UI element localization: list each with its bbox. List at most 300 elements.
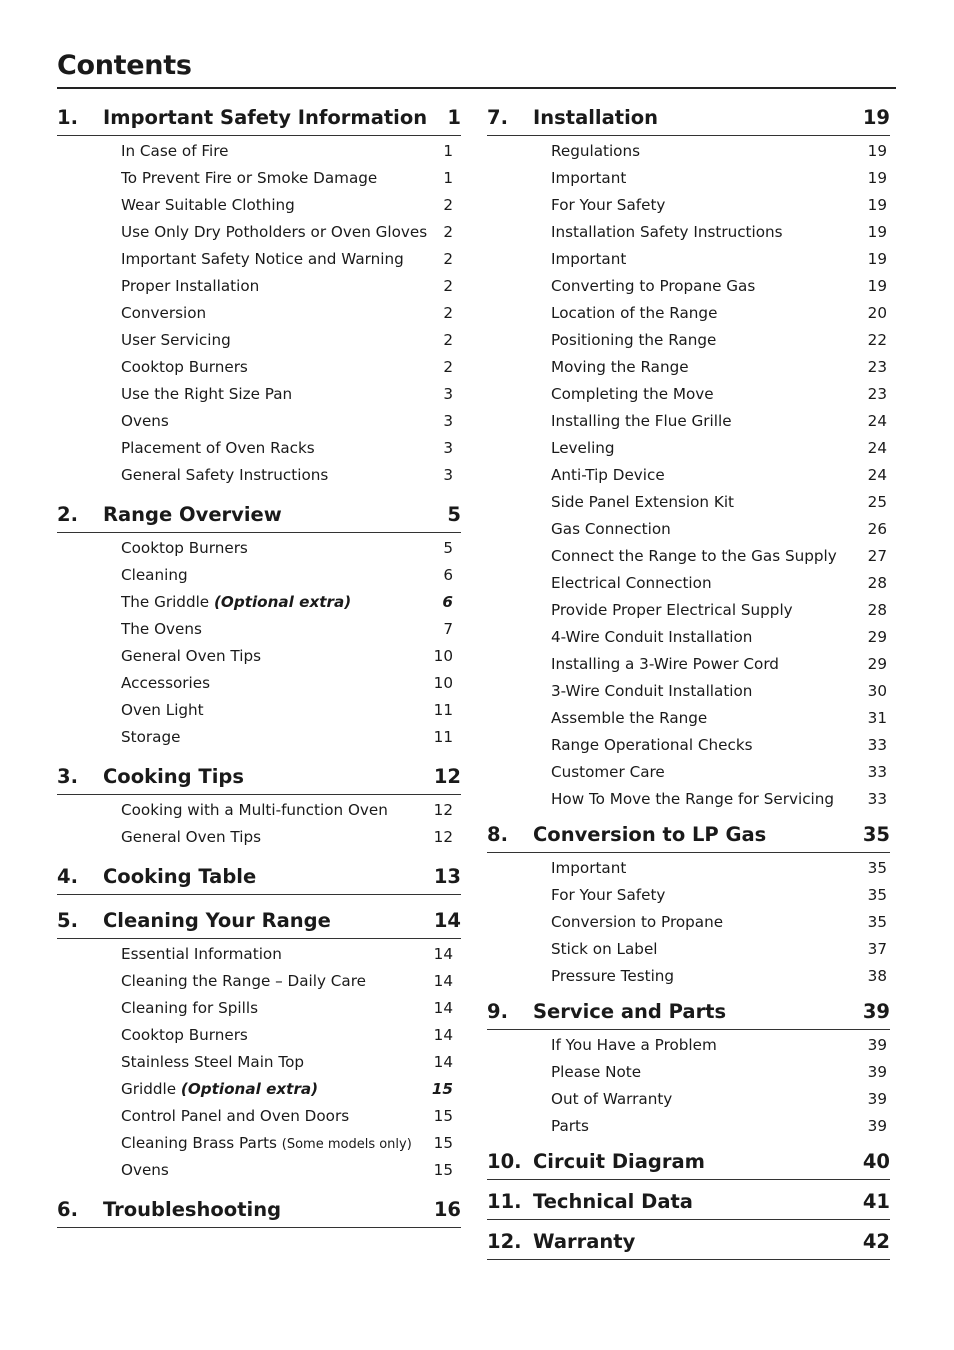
toc-entry-page: 15 [433, 1107, 453, 1125]
toc-entry-page: 33 [867, 790, 887, 808]
toc-entry-page: 19 [867, 169, 887, 187]
toc-entry-page: 33 [867, 763, 887, 781]
toc-entry-label: How To Move the Range for Servicing [551, 790, 835, 808]
toc-entry-label: Control Panel and Oven Doors [121, 1107, 350, 1125]
toc-entry[interactable] [57, 1130, 461, 1157]
section-number: 2. [57, 503, 78, 526]
toc-entry[interactable] [487, 597, 890, 624]
toc-entry[interactable] [57, 219, 461, 246]
toc-section [487, 1184, 890, 1220]
toc-entry-label-wrap [121, 354, 443, 381]
section-title: Range Overview [103, 503, 282, 526]
toc-entry-label-wrap [121, 1076, 432, 1103]
toc-entry-page: 5 [443, 539, 453, 557]
toc-entry-label: Moving the Range [551, 358, 689, 376]
toc-entry-label: If You Have a Problem [551, 1036, 717, 1054]
toc-entry-label: Griddle [121, 1080, 177, 1098]
page-title: Contents [57, 50, 192, 81]
section-title: Installation [533, 106, 659, 129]
toc-entry-page: 15 [433, 1161, 453, 1179]
toc-entry[interactable] [487, 435, 890, 462]
toc-entry[interactable] [57, 354, 461, 381]
toc-entry-page: 20 [867, 304, 887, 322]
toc-entry-page: 37 [867, 940, 887, 958]
toc-entry-page: 29 [867, 655, 887, 673]
toc-entry[interactable] [57, 246, 461, 273]
toc-entry-page: 22 [867, 331, 887, 349]
toc-entry-label-wrap [121, 165, 443, 192]
toc-entry[interactable] [487, 165, 890, 192]
toc-entry-page: 19 [867, 250, 887, 268]
toc-section [57, 1192, 461, 1228]
toc-entry[interactable] [57, 1076, 461, 1103]
toc-entry[interactable] [487, 1086, 890, 1113]
toc-entry-label: Important [551, 169, 627, 187]
toc-entry-label: The Ovens [121, 620, 202, 638]
toc-entry-label: Provide Proper Electrical Supply [551, 601, 793, 619]
section-heading[interactable] [57, 859, 461, 895]
toc-entry-page: 14 [433, 1026, 453, 1044]
section-heading[interactable] [487, 1224, 890, 1260]
section-title: Conversion to LP Gas [533, 823, 767, 846]
toc-entry-label-wrap [551, 462, 868, 489]
toc-entry[interactable] [487, 219, 890, 246]
toc-entry-page: 14 [433, 1053, 453, 1071]
toc-entry[interactable] [487, 786, 890, 813]
toc-entry-page: 28 [867, 601, 887, 619]
toc-entry-label-wrap [551, 354, 868, 381]
toc-entry-label: Essential Information [121, 945, 282, 963]
toc-entry[interactable] [487, 882, 890, 909]
toc-entry-label: Cleaning [121, 566, 188, 584]
toc-entry-label: Proper Installation [121, 277, 260, 295]
toc-entry-page: 28 [867, 574, 887, 592]
toc-entry-label: Location of the Range [551, 304, 718, 322]
toc-entry[interactable] [487, 138, 890, 165]
toc-entry-label-wrap [551, 786, 868, 813]
section-page-number: 39 [862, 1000, 890, 1023]
toc-entry-label: Installing the Flue Grille [551, 412, 732, 430]
toc-entry-label-wrap [121, 381, 443, 408]
toc-entry[interactable] [487, 408, 890, 435]
toc-entry-page: 1 [443, 142, 453, 160]
toc-entry-label: Positioning the Range [551, 331, 717, 349]
toc-entry-label: Out of Warranty [551, 1090, 673, 1108]
toc-entry-page: 2 [443, 250, 453, 268]
toc-entry-page: 12 [433, 828, 453, 846]
toc-entry-list [57, 533, 461, 751]
section-title: Circuit Diagram [533, 1150, 705, 1173]
toc-entry[interactable] [57, 535, 461, 562]
toc-entry[interactable] [487, 1113, 890, 1140]
toc-entry-label: Cooktop Burners [121, 539, 248, 557]
toc-entry-label-wrap [551, 855, 868, 882]
section-number: 8. [487, 823, 508, 846]
toc-entry-label-wrap [551, 435, 868, 462]
toc-entry[interactable] [487, 705, 890, 732]
toc-entry[interactable] [487, 192, 890, 219]
toc-entry-label: Important Safety Notice and Warning [121, 250, 404, 268]
section-heading[interactable] [57, 497, 461, 533]
section-title: Technical Data [533, 1190, 693, 1213]
toc-entry-label-wrap [121, 797, 434, 824]
toc-entry-label: Placement of Oven Racks [121, 439, 315, 457]
toc-entry-label-wrap [551, 543, 868, 570]
section-heading[interactable] [487, 100, 890, 136]
toc-entry-page: 35 [867, 859, 887, 877]
toc-section [57, 759, 461, 851]
models-note: (Some models only) [281, 1137, 412, 1152]
toc-entry[interactable] [487, 273, 890, 300]
toc-entry-page: 24 [867, 412, 887, 430]
toc-entry-label-wrap [121, 1103, 434, 1130]
toc-entry-label-wrap [121, 219, 443, 246]
toc-entry-label: User Servicing [121, 331, 231, 349]
toc-entry[interactable] [57, 941, 461, 968]
section-page-number: 1 [447, 106, 461, 129]
toc-entry[interactable] [57, 670, 461, 697]
toc-entry[interactable] [57, 462, 461, 489]
toc-entry-label: General Oven Tips [121, 647, 262, 665]
toc-entry-label-wrap [551, 1086, 868, 1113]
toc-entry-label: Storage [121, 728, 181, 746]
toc-entry-label-wrap [551, 1032, 868, 1059]
toc-entry[interactable] [57, 616, 461, 643]
toc-entry-label-wrap [551, 1059, 868, 1086]
toc-entry-label: To Prevent Fire or Smoke Damage [121, 169, 378, 187]
section-heading[interactable] [57, 1192, 461, 1228]
toc-entry-label-wrap [121, 1022, 434, 1049]
toc-entry-page: 33 [867, 736, 887, 754]
toc-entry[interactable] [57, 300, 461, 327]
toc-entry-label-wrap [121, 562, 443, 589]
section-number: 5. [57, 909, 78, 932]
toc-entry-label-wrap [551, 300, 868, 327]
toc-entry-label-wrap [121, 138, 443, 165]
toc-entry[interactable] [487, 759, 890, 786]
toc-entry-label: Conversion to Propane [551, 913, 724, 931]
toc-entry-label-wrap [121, 824, 434, 851]
toc-entry[interactable] [57, 1103, 461, 1130]
toc-entry[interactable] [487, 963, 890, 990]
section-heading[interactable] [487, 1144, 890, 1180]
toc-entry[interactable] [487, 570, 890, 597]
toc-entry[interactable] [487, 246, 890, 273]
toc-entry[interactable] [57, 381, 461, 408]
toc-entry-label: Range Operational Checks [551, 736, 753, 754]
toc-entry-label-wrap [551, 882, 868, 909]
toc-section [487, 1224, 890, 1260]
toc-entry-label: Parts [551, 1117, 589, 1135]
toc-entry[interactable] [57, 968, 461, 995]
toc-entry-label: Cooktop Burners [121, 358, 248, 376]
toc-entry-label-wrap [121, 1130, 434, 1157]
toc-entry-page: 23 [867, 385, 887, 403]
toc-entry-label: Conversion [121, 304, 207, 322]
toc-entry-page: 23 [867, 358, 887, 376]
toc-entry-label-wrap [121, 616, 443, 643]
section-heading[interactable] [487, 817, 890, 853]
toc-entry-label-wrap [551, 759, 868, 786]
toc-entry-label: Accessories [121, 674, 211, 692]
section-page-number: 42 [862, 1230, 890, 1253]
toc-entry-page: 19 [867, 196, 887, 214]
toc-entry-list [487, 136, 890, 813]
contents-right-column [487, 100, 890, 1264]
toc-entry-page: 11 [433, 728, 453, 746]
toc-entry[interactable] [57, 1049, 461, 1076]
toc-entry-label: 4-Wire Conduit Installation [551, 628, 753, 646]
toc-entry-label-wrap [551, 732, 868, 759]
toc-entry-page: 24 [867, 439, 887, 457]
toc-entry-page: 26 [867, 520, 887, 538]
toc-section [487, 100, 890, 813]
optional-extra-note: (Optional extra) [213, 593, 352, 611]
toc-entry[interactable] [57, 797, 461, 824]
toc-section [57, 903, 461, 1184]
toc-entry-label-wrap [121, 273, 443, 300]
toc-entry[interactable] [57, 643, 461, 670]
toc-entry[interactable] [487, 489, 890, 516]
toc-entry-list [487, 853, 890, 990]
section-number: 6. [57, 1198, 78, 1221]
toc-entry-list [57, 795, 461, 851]
toc-entry[interactable] [57, 562, 461, 589]
toc-section [487, 994, 890, 1140]
toc-entry-label: Electrical Connection [551, 574, 712, 592]
toc-entry-page: 25 [867, 493, 887, 511]
section-number: 11. [487, 1190, 522, 1213]
toc-entry-page: 39 [867, 1063, 887, 1081]
toc-entry[interactable] [487, 354, 890, 381]
toc-entry-page: 12 [433, 801, 453, 819]
toc-entry-label: Gas Connection [551, 520, 671, 538]
toc-entry-page: 2 [443, 277, 453, 295]
toc-entry[interactable] [487, 516, 890, 543]
toc-entry-page: 14 [433, 945, 453, 963]
section-page-number: 41 [862, 1190, 890, 1213]
toc-entry-label: Important [551, 250, 627, 268]
toc-entry-label-wrap [551, 489, 868, 516]
toc-entry[interactable] [57, 408, 461, 435]
toc-entry-label: Cleaning for Spills [121, 999, 258, 1017]
toc-entry-page: 10 [433, 647, 453, 665]
toc-entry[interactable] [57, 192, 461, 219]
toc-entry-label-wrap [551, 381, 868, 408]
toc-entry-label: In Case of Fire [121, 142, 229, 160]
toc-entry-page: 2 [443, 331, 453, 349]
toc-entry-page: 2 [443, 358, 453, 376]
toc-entry-page: 29 [867, 628, 887, 646]
toc-entry-label-wrap [551, 408, 868, 435]
toc-entry[interactable] [487, 462, 890, 489]
toc-entry-label: Leveling [551, 439, 615, 457]
section-heading[interactable] [487, 1184, 890, 1220]
toc-entry[interactable] [57, 273, 461, 300]
section-heading[interactable] [57, 759, 461, 795]
toc-entry-list [57, 136, 461, 489]
toc-entry-page: 3 [443, 439, 453, 457]
toc-entry-label: Please Note [551, 1063, 642, 1081]
toc-entry-page: 27 [867, 547, 887, 565]
section-title: Warranty [533, 1230, 636, 1253]
section-page-number: 40 [862, 1150, 890, 1173]
toc-entry-label: Installation Safety Instructions [551, 223, 783, 241]
toc-entry-label: Important [551, 859, 627, 877]
toc-entry-label-wrap [121, 192, 443, 219]
toc-entry-list [487, 1030, 890, 1140]
toc-entry-page: 6 [443, 566, 453, 584]
toc-entry[interactable] [57, 327, 461, 354]
toc-entry[interactable] [487, 327, 890, 354]
section-number: 3. [57, 765, 78, 788]
toc-entry-page: 11 [433, 701, 453, 719]
toc-entry-label-wrap [121, 246, 443, 273]
toc-entry-label: Oven Light [121, 701, 204, 719]
toc-entry-label: Completing the Move [551, 385, 714, 403]
section-heading[interactable] [487, 994, 890, 1030]
toc-entry-label: 3-Wire Conduit Installation [551, 682, 753, 700]
toc-entry-label: General Oven Tips [121, 828, 262, 846]
toc-entry-label: Use the Right Size Pan [121, 385, 293, 403]
toc-entry-label-wrap [551, 909, 868, 936]
toc-entry[interactable] [487, 651, 890, 678]
toc-entry-page: 2 [443, 304, 453, 322]
toc-entry-page: 15 [433, 1134, 453, 1152]
toc-entry[interactable] [487, 1059, 890, 1086]
toc-entry-label-wrap [121, 327, 443, 354]
toc-entry-label-wrap [121, 300, 443, 327]
section-number: 9. [487, 1000, 508, 1023]
toc-entry-page: 10 [433, 674, 453, 692]
toc-entry[interactable] [487, 381, 890, 408]
toc-entry-label: Installing a 3-Wire Power Cord [551, 655, 779, 673]
toc-entry[interactable] [57, 589, 461, 616]
toc-entry-page: 24 [867, 466, 887, 484]
toc-entry-label-wrap [551, 570, 868, 597]
toc-entry-page: 35 [867, 913, 887, 931]
toc-entry-label-wrap [551, 597, 868, 624]
toc-entry-page: 2 [443, 223, 453, 241]
toc-entry[interactable] [57, 697, 461, 724]
toc-entry-label: Stick on Label [551, 940, 658, 958]
toc-entry-page: 38 [867, 967, 887, 985]
section-number: 10. [487, 1150, 522, 1173]
section-page-number: 14 [433, 909, 461, 932]
toc-entry[interactable] [57, 824, 461, 851]
toc-entry-label-wrap [121, 462, 443, 489]
toc-entry[interactable] [57, 435, 461, 462]
toc-entry[interactable] [487, 1032, 890, 1059]
toc-entry-label-wrap [121, 1049, 434, 1076]
toc-entry-label-wrap [551, 936, 868, 963]
toc-entry-label: Assemble the Range [551, 709, 708, 727]
toc-entry-label-wrap [551, 705, 868, 732]
toc-entry-label: Cleaning the Range – Daily Care [121, 972, 366, 990]
toc-entry[interactable] [57, 165, 461, 192]
toc-entry-page: 39 [867, 1090, 887, 1108]
toc-entry-page: 14 [433, 972, 453, 990]
toc-entry-label-wrap [551, 246, 868, 273]
toc-entry-page: 14 [433, 999, 453, 1017]
toc-entry[interactable] [57, 1157, 461, 1184]
toc-entry[interactable] [487, 543, 890, 570]
toc-entry-page: 1 [443, 169, 453, 187]
section-title: Cooking Table [103, 865, 257, 888]
section-heading[interactable] [57, 100, 461, 136]
toc-entry[interactable] [487, 936, 890, 963]
section-number: 12. [487, 1230, 522, 1253]
toc-entry-label: Ovens [121, 412, 169, 430]
toc-entry[interactable] [487, 855, 890, 882]
toc-entry[interactable] [57, 138, 461, 165]
optional-extra-note: (Optional extra) [180, 1080, 319, 1098]
toc-entry[interactable] [487, 300, 890, 327]
toc-entry-label: Use Only Dry Potholders or Oven Gloves [121, 223, 428, 241]
section-page-number: 12 [433, 765, 461, 788]
toc-section [487, 1144, 890, 1180]
toc-entry-label: Connect the Range to the Gas Supply [551, 547, 837, 565]
toc-entry-label-wrap [121, 968, 434, 995]
toc-entry-label: Stainless Steel Main Top [121, 1053, 305, 1071]
toc-entry[interactable] [487, 678, 890, 705]
toc-entry[interactable] [57, 995, 461, 1022]
toc-entry-label: Converting to Propane Gas [551, 277, 756, 295]
section-page-number: 19 [862, 106, 890, 129]
toc-entry[interactable] [57, 1022, 461, 1049]
toc-entry-page: 2 [443, 196, 453, 214]
toc-entry-label: Pressure Testing [551, 967, 675, 985]
toc-entry-label-wrap [121, 589, 442, 616]
toc-entry-label-wrap [551, 327, 868, 354]
toc-entry-page: 7 [443, 620, 453, 638]
toc-entry-page: 39 [867, 1117, 887, 1135]
section-number: 4. [57, 865, 78, 888]
toc-entry-label: Customer Care [551, 763, 665, 781]
toc-entry-label-wrap [551, 165, 868, 192]
section-page-number: 5 [447, 503, 461, 526]
toc-entry-page: 19 [867, 223, 887, 241]
toc-section [57, 859, 461, 895]
toc-entry[interactable] [57, 724, 461, 751]
toc-entry-label: For Your Safety [551, 196, 666, 214]
section-title: Cleaning Your Range [103, 909, 331, 932]
toc-entry-page: 30 [867, 682, 887, 700]
toc-entry-label: General Safety Instructions [121, 466, 329, 484]
toc-entry-label-wrap [551, 219, 868, 246]
toc-entry-page: 35 [867, 886, 887, 904]
toc-entry-list [57, 939, 461, 1184]
toc-entry-page: 3 [443, 385, 453, 403]
toc-entry[interactable] [487, 732, 890, 759]
toc-entry-label-wrap [121, 535, 443, 562]
toc-entry[interactable] [487, 909, 890, 936]
toc-entry-label-wrap [121, 408, 443, 435]
toc-entry-label-wrap [551, 651, 868, 678]
toc-entry-page: 3 [443, 412, 453, 430]
toc-entry[interactable] [487, 624, 890, 651]
toc-entry-label-wrap [121, 670, 434, 697]
toc-entry-label-wrap [551, 192, 868, 219]
toc-section [487, 817, 890, 990]
toc-entry-label: Side Panel Extension Kit [551, 493, 734, 511]
toc-entry-label-wrap [121, 643, 434, 670]
section-page-number: 13 [433, 865, 461, 888]
toc-entry-page: 15 [431, 1080, 453, 1098]
toc-entry-label-wrap [551, 963, 868, 990]
section-number: 1. [57, 106, 78, 129]
section-heading[interactable] [57, 903, 461, 939]
